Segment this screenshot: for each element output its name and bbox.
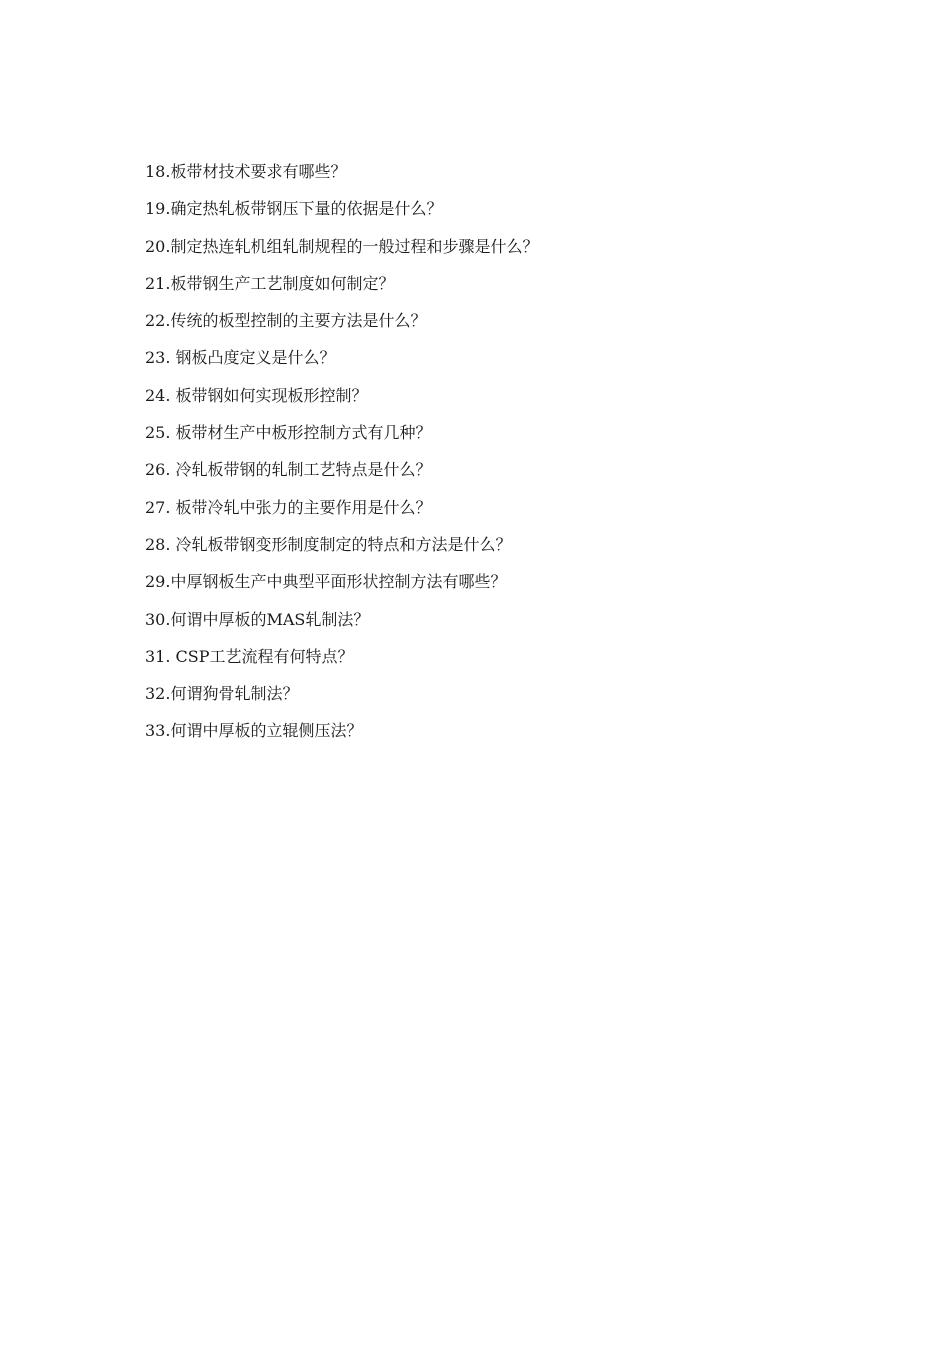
question-item: 31. CSP工艺流程有何特点？: [145, 646, 354, 666]
question-item: 21.板带钢生产工艺制度如何制定？: [145, 273, 395, 293]
question-item: 30.何谓中厚板的MAS轧制法？: [145, 609, 370, 629]
question-item: 32.何谓狗骨轧制法？: [145, 684, 299, 704]
question-item: 26. 冷轧板带钢的轧制工艺特点是什么？: [145, 460, 432, 480]
question-item: 20.制定热连轧机组轧制规程的一般过程和步骤是什么？: [145, 236, 539, 256]
question-item: 24. 板带钢如何实现板形控制？: [145, 385, 368, 405]
question-item: 29.中厚钢板生产中典型平面形状控制方法有哪些？: [145, 572, 507, 592]
question-item: 22.传统的板型控制的主要方法是什么？: [145, 311, 427, 331]
question-list: [145, 158, 538, 755]
question-item: 28. 冷轧板带钢变形制度制定的特点和方法是什么？: [145, 534, 512, 554]
question-item: 18.板带材技术要求有哪些？: [145, 162, 347, 181]
question-item: 25. 板带材生产中板形控制方式有几种？: [145, 423, 432, 443]
question-item: 23. 钢板凸度定义是什么？: [145, 348, 336, 368]
question-item: 33.何谓中厚板的立辊侧压法？: [145, 721, 363, 741]
question-item: 19.确定热轧板带钢压下量的依据是什么？: [145, 199, 443, 219]
question-item: 27. 板带冷轧中张力的主要作用是什么？: [145, 497, 432, 517]
